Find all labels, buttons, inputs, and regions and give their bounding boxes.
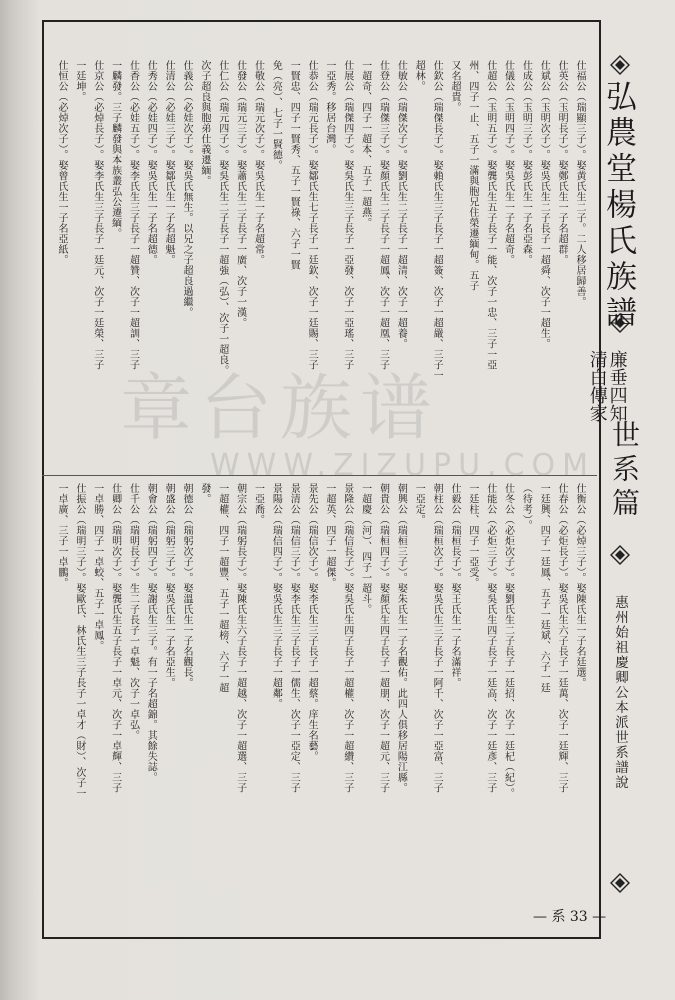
genealogy-text-column: 又名超貴。 — [448, 60, 460, 113]
genealogy-text-column: 仕恭公（瑞元長子）。娶鄒氏生七子長子一廷欽、次子一廷賜、三子 — [306, 60, 318, 370]
genealogy-text-column: 仕毅公（瑞桓長子）。娶王氏生一子名滿祥。 — [448, 483, 460, 688]
hall-motto — [587, 350, 627, 422]
diamond-ornament-icon — [610, 873, 630, 893]
genealogy-text-column: 仕登公（瑞傑三子）。娶顏氏生二子長子一超鳳、次子一超凰、三子 — [377, 60, 389, 370]
genealogy-text-column: 一廷興、四子一廷鳳、五子一廷斌、六子一廷 — [538, 483, 550, 693]
genealogy-text-column: 朝興公（瑞桓三子）。娶朱氏生一子名觀佑。此四人俱移居陽江縣。 — [395, 483, 407, 793]
genealogy-text-column: 朝宗公（瑞躬長子）。娶陳氏生六子長子一超越、次子一超選、三子 — [234, 483, 246, 793]
genealogy-text-column: 一超奇、四子一超本、五子一超燕。 — [359, 60, 371, 228]
genealogy-text-column: 超林。 — [413, 60, 425, 92]
genealogy-text-column: 仕春公（必炬長子）。娶吳氏生六子長子一廷萬、次子一廷輝、三子 — [556, 483, 568, 793]
genealogy-text-column: 仕冬公（必炬次子）。娶劉氏生二子長子一廷招、次子一廷杞（紀）。 — [502, 483, 514, 799]
diamond-ornament-icon — [610, 55, 630, 75]
hall-motto-line: 清白傳家 — [586, 350, 608, 422]
genealogy-text-column: 景陽公（瑞信四子）。娶吳氏生三子長子一超鄰。 — [270, 483, 282, 709]
genealogy-text-column: 仕欽公（瑞傑長子）。娶賴氏生三子長子一超簽、次子一超嚴、三子一 — [431, 60, 443, 381]
genealogy-text-column: 仕仁公（瑞元四子）。娶吳氏生二子長子一超強（弘）、次子一超良。 — [216, 60, 228, 376]
genealogy-text-column: 一賢忠、四子一賢秀、五子一賢祿、六子一賢 — [288, 60, 300, 270]
genealogy-text-column: 朝柱公（瑞桓次子）。娶吳氏生三子長子一阿千、次子一亞富、三子 — [431, 483, 443, 793]
genealogy-text-column: 一超英、四子一超傑。 — [323, 483, 335, 588]
genealogy-text-column: 一亞喬。 — [252, 483, 264, 525]
genealogy-text-column: 朝會公（瑞躬四子）。娶謝氏生三子。有一子名超錦。其餘失誌。 — [145, 483, 157, 783]
lineage-subtitle: 惠州始祖慶卿公本派世系譜說 — [612, 595, 628, 790]
section-title: 世系篇 — [608, 420, 641, 522]
genealogy-text-column: 一卓廣、三子一卓鵬。 — [56, 483, 67, 588]
genealogy-text-column: 仕能公（必炬三子）。娶吳氏生四子長子一廷高、次子一廷彥、三子 — [484, 483, 496, 793]
genealogy-text-column: 仕恒公（必焯次子）。娶曾氏生一子名亞紙。 — [56, 60, 67, 265]
genealogy-text-column: 仕秀公（必娃四子）。娶吳氏生一子名超德。 — [145, 60, 157, 265]
genealogy-text-column: 朝盛公（瑞躬三子）。娶吳氏生一子名亞生。 — [163, 483, 175, 688]
genealogy-text-column: 一廷柱、四子一亞受。 — [466, 483, 478, 588]
genealogy-text-column: 朝德公（瑞躬次子）。娶溫氏生一子名觀長。 — [181, 483, 193, 688]
genealogy-text-column: 州、四子一止、五子一滿與胞兄住榮遷緬甸。五子 — [466, 60, 478, 291]
genealogy-text-column: （待考）。 — [520, 483, 532, 531]
genealogy-text-column: 免（亮）、七子一賢德。 — [270, 60, 282, 171]
genealogy-text-column: 一超權、四子一超豐、五子一超榜、六子一超 — [216, 483, 228, 693]
genealogy-text-column: 次子超良與胞弟仕義遷緬。 — [198, 60, 210, 186]
genealogy-text-column: 一超慶（河）、四子一超斗。 — [359, 483, 371, 615]
genealogy-text-column: 仕振公（瑞明三子）。娶歐氏、林氏生三子長子一卓才（財）、次子一 — [73, 483, 85, 799]
page-number: — 系 33 — — [533, 909, 607, 925]
genealogy-text-column: 仕展公（瑞傑四子）。娶吳氏生三子長子一亞發、次子一亞瑤、三子 — [341, 60, 353, 370]
genealogy-text-column: 仕發公（瑞元三子）。娶蕭氏生二子長子一廣、次子一漢。 — [234, 60, 246, 328]
genealogy-text-column: 仕斌公（玉明次子）。娶吳氏生二子長子一超舜、次子一超生。 — [538, 60, 550, 349]
genealogy-text-column: 仕清公（必娃三子）。娶鄒氏生一子名超魁。 — [163, 60, 175, 265]
genealogy-text-column: 發。 — [198, 483, 210, 504]
genealogy-text-column: 仕英公（玉明長子）。娶鄭氏生一子名超群。 — [556, 60, 568, 265]
genealogy-text-column: 仕超公（玉明五子）。娶龔氏生五子長子一能、次子一忠、三子一亞 — [484, 60, 496, 370]
genealogy-text-column: 景清公（瑞信三子）。娶李氏生三子長子一儒生、次子一亞定、三子 — [288, 483, 300, 793]
genealogy-text-column: 景隆公（瑞信長子）。娶吳氏生四子長子一超權、次子一超纘、三子 — [341, 483, 353, 793]
watermark-url: WWW.ZIZUPU.COM — [210, 448, 596, 483]
genealogy-text-column: 仕千公（瑞明長子）。生二子長子一卓魁、次子一卓弘。 — [127, 483, 139, 741]
genealogy-text-column: 仕京公（必焯長子）。娶李氏生三子長子一廷元、次子一廷榮、三子 — [91, 60, 103, 370]
genealogy-text-column: 仕儀公（玉明四子）。娶吳氏生一子名超奇。 — [502, 60, 514, 265]
genealogy-title: 弘農堂楊氏族譜 — [600, 80, 636, 332]
genealogy-text-column: 朝貴公（瑞桓四子）。娶顏氏生四子長子一超朋、次子一超元、三子 — [377, 483, 389, 793]
genealogy-text-column: 仕衡公（必焯三子）。娶陳氏生一子名廷選。 — [574, 483, 585, 688]
watermark-text: 章台族谱 — [120, 366, 441, 450]
genealogy-text-column: 一卓勝、四子一卓蛟、五子一卓鳳。 — [91, 483, 103, 651]
genealogy-text-column: 仕敬公（瑞元次子）。娶吳氏生一子名超常。 — [252, 60, 264, 265]
genealogy-text-column: 仕福公（瑞顯三子）。娶黄氏生二子。二人移居歸善。 — [574, 60, 585, 307]
genealogy-text-column: 仕香公（必娃五子）。娶李氏生三子長子一超贊、次子一超訓、三子 — [127, 60, 139, 370]
genealogy-text-column: 一麟發。三子麟發與本族叢弘公遷緬。 — [109, 60, 121, 239]
diamond-ornament-icon — [610, 545, 630, 565]
genealogy-text-column: 景先公（瑞信次子）。娶李氏生三子長子一超蔡。庠生名藝。 — [306, 483, 318, 762]
genealogy-text-column: 仕義公（必娃次子）。娶吳氏無生。以兄之子超良過繼。 — [181, 60, 193, 318]
genealogy-text-column: 一亞秀。移居台灣。 — [323, 60, 335, 155]
genealogy-text-column: 仕卿公（瑞明次子）。娶龔氏生五子長子一卓元、次子一卓輝、三子 — [109, 483, 121, 793]
genealogy-text-column: 仕成公（玉明三子）。娶彭氏生一子名亞森。 — [520, 60, 532, 265]
genealogy-text-column: 仕敏公（瑞傑次子）。娶劉氏生二子長子一超清、次子一超養。 — [395, 60, 407, 349]
genealogy-text-column: 一廷坤。 — [73, 60, 85, 102]
genealogy-text-column: 一亞定。 — [413, 483, 425, 525]
hall-motto-line: 廉垂四知 — [606, 350, 628, 422]
